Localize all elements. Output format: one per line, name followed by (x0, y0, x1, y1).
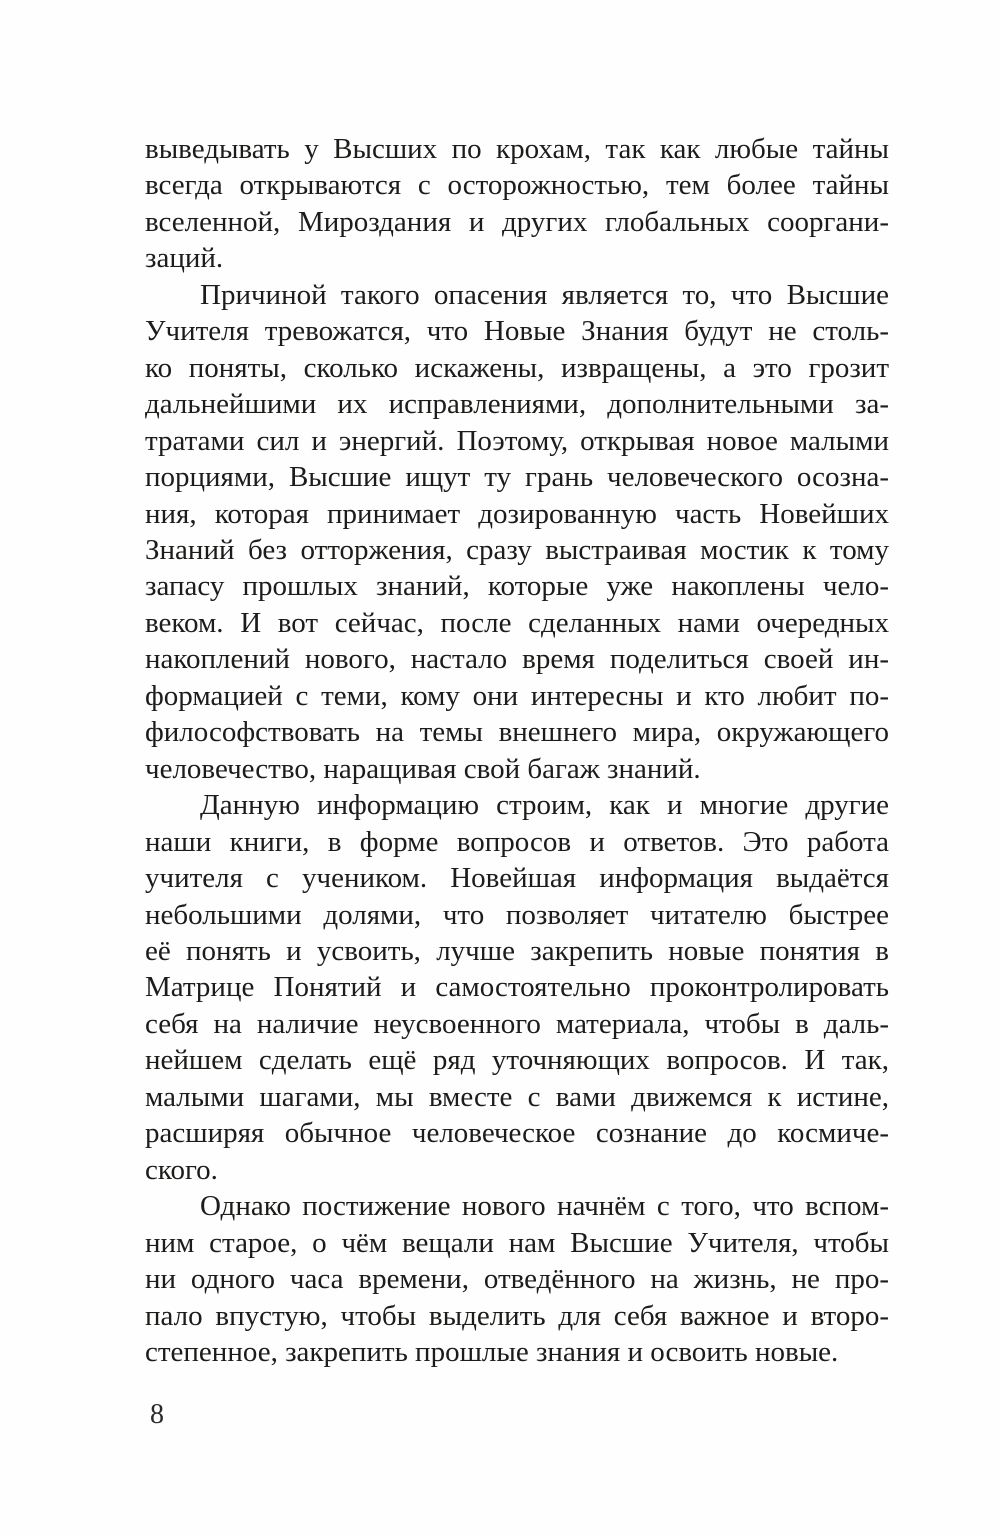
text-line: ского. (145, 1153, 218, 1186)
paragraph (145, 277, 889, 787)
text-line: учителя с учеником. Новейшая информация выдаётся (145, 862, 889, 895)
text-line: ним старое, о чём вещали нам Высшие Учителя, чтобы (145, 1226, 889, 1259)
text-line: Матрице Понятий и самостоятельно проконтролировать (145, 971, 889, 1004)
text-line: всегда открываются с осторожностью, тем более тайны (145, 169, 889, 202)
text-line: запасу прошлых знаний, которые уже накоплены чело- (145, 570, 889, 603)
text-line: вселенной, Мироздания и других глобальных сооргани- (145, 205, 889, 238)
page-number: 8 (150, 1399, 164, 1430)
text-line: ко поняты, сколько искажены, извращены, а это грозит (145, 351, 889, 384)
text-line: веком. И вот сейчас, после сделанных нами очередных (145, 606, 889, 639)
text-line: ни одного часа времени, отведённого на жизнь, не про- (145, 1263, 889, 1296)
text-line: Однако постижение нового начнём с того, что вспом- (200, 1190, 889, 1223)
paragraph (145, 787, 889, 1188)
text-line: себя на наличие неусвоенного материала, чтобы в даль- (145, 1007, 889, 1040)
text-line: человечество, наращивая свой багаж знаний. (145, 752, 701, 785)
text-line: наши книги, в форме вопросов и ответов. Это работа (145, 825, 889, 858)
text-line: накоплений нового, настало время поделиться своей ин- (145, 643, 889, 676)
text-line: Учителя тревожатся, что Новые Знания будут не столь- (145, 315, 889, 348)
text-line: небольшими долями, что позволяет читателю быстрее (145, 898, 889, 931)
text-line: порциями, Высшие ищут ту грань человеческого осозна- (145, 461, 889, 494)
text-line: малыми шагами, мы вместе с вами движемся к истине, (145, 1080, 889, 1113)
text-line: её понять и усвоить, лучше закрепить новые понятия в (145, 934, 889, 967)
text-line: Данную информацию строим, как и многие другие (200, 789, 889, 822)
text-line: ния, которая принимает дозированную часть Новейших (145, 497, 889, 530)
text-block (145, 131, 889, 1370)
text-line: нейшем сделать ещё ряд уточняющих вопросов. И так, (145, 1044, 889, 1077)
text-line: Причиной такого опасения является то, что Высшие (200, 278, 889, 311)
text-line: расширяя обычное человеческое сознание до космиче- (145, 1117, 889, 1150)
text-line: формацией с теми, кому они интересны и кто любит по- (145, 679, 889, 712)
text-line: степенное, закрепить прошлые знания и освоить новые. (145, 1335, 839, 1368)
text-line: заций. (145, 242, 224, 275)
text-line: выведывать у Высших по крохам, так как любые тайны (145, 133, 889, 165)
text-line: дальнейшими их исправлениями, дополнительными за- (145, 388, 889, 421)
paragraph (145, 1188, 889, 1370)
text-line: пало впустую, чтобы выделить для себя важное и второ- (145, 1299, 889, 1332)
text-line: Знаний без отторжения, сразу выстраивая мостик к тому (145, 533, 889, 566)
text-line: тратами сил и энергий. Поэтому, открывая новое малыми (145, 424, 889, 457)
text-line: философствовать на темы внешнего мира, окружающего (145, 716, 889, 749)
paragraph (145, 131, 889, 277)
